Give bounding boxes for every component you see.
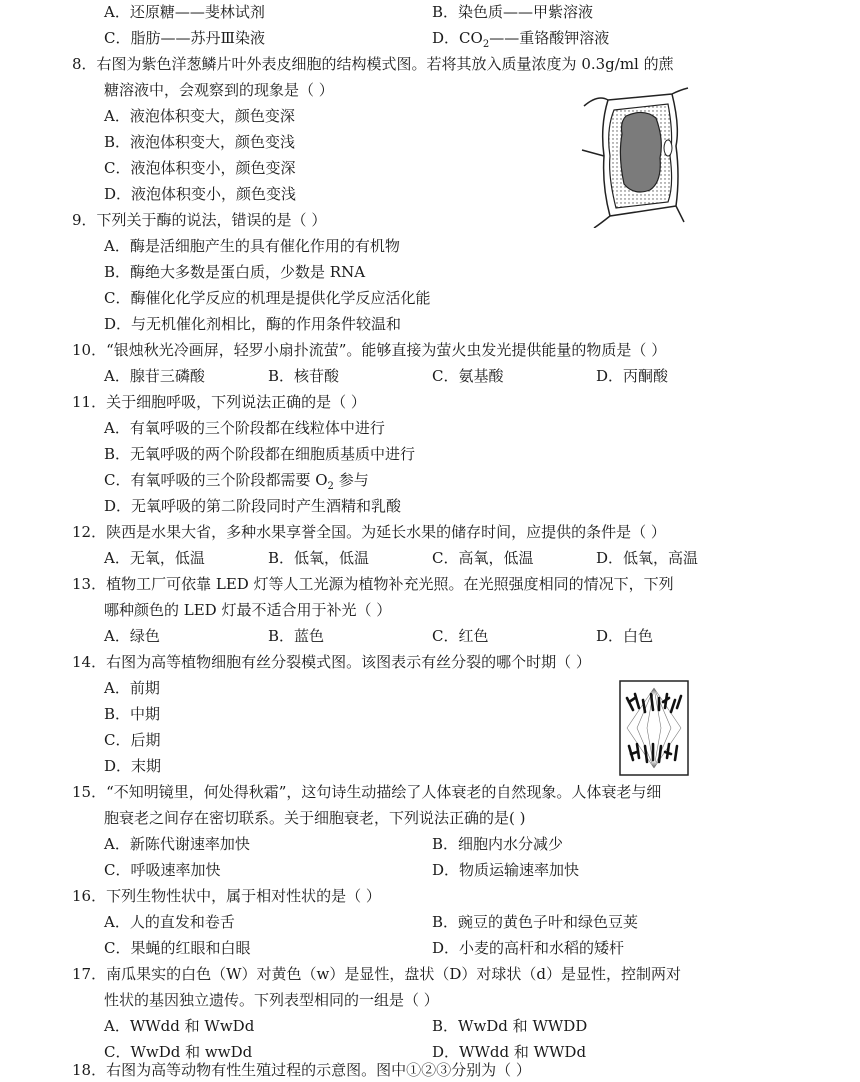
q15-stem-line2: 胞衰老之间存在密切联系。关于细胞衰老，下列说法正确的是( ) — [104, 809, 526, 827]
q17-stem-line2: 性状的基因独立遗传。下列表型相同的一组是（ ） — [104, 991, 439, 1009]
q16-stem: 16．下列生物性状中，属于相对性状的是（ ） — [72, 887, 381, 905]
q17-option-c: C．WwDd 和 wwDd — [104, 1043, 253, 1061]
q17-stem-line1: 17．南瓜果实的白色（W）对黄色（w）是显性，盘状（D）对球状（d）是显性，控制两对 — [72, 965, 681, 983]
q7-option-b: B．染色质——甲紫溶液 — [432, 3, 594, 21]
q17-option-a: A．WWdd 和 WwDd — [104, 1017, 255, 1035]
q16-option-d: D．小麦的高杆和水稻的矮杆 — [432, 939, 625, 957]
q18-stem: 18．右图为高等动物有性生殖过程的示意图。图中①②③分别为（ ） — [72, 1061, 531, 1079]
q17-option-b: B．WwDd 和 WWDD — [432, 1017, 588, 1035]
q13-option-b: B．蓝色 — [268, 627, 325, 645]
q11-option-d: D．无氧呼吸的第二阶段同时产生酒精和乳酸 — [104, 497, 402, 515]
q12-stem: 12．陕西是水果大省，多种水果享誉全国。为延长水果的储存时间，应提供的条件是（ ） — [72, 523, 666, 541]
q11-option-c: C．有氧呼吸的三个阶段都需要 $O_2$ 参与 — [104, 471, 369, 492]
q16-option-a: A．人的直发和卷舌 — [104, 913, 235, 931]
q13-stem-line1: 13．植物工厂可依靠 LED 灯等人工光源为植物补充光照。在光照强度相同的情况下，下列 — [72, 575, 674, 593]
q16-option-c: C．果蝇的红眼和白眼 — [104, 939, 251, 957]
q8-stem-line2: 糖溶液中，会观察到的现象是（ ） — [104, 81, 334, 99]
q11-option-b: B．无氧呼吸的两个阶段都在细胞质基质中进行 — [104, 445, 416, 463]
q15-stem-line1: 15．“不知明镜里，何处得秋霜”，这句诗生动描绘了人体衰老的自然现象。人体衰老与细 — [72, 783, 662, 801]
q9-stem: 9．下列关于酶的说法，错误的是（ ） — [72, 211, 327, 229]
q8-option-d: D．液泡体积变小，颜色变浅 — [104, 185, 297, 203]
q13-stem-line2: 哪种颜色的 LED 灯最不适合用于补光（ ） — [104, 601, 392, 619]
q10-option-a: A．腺苷三磷酸 — [104, 367, 205, 385]
q8-option-c: C．液泡体积变小，颜色变深 — [104, 159, 296, 177]
q10-option-c: C．氨基酸 — [432, 367, 504, 385]
q9-option-a: A．酶是活细胞产生的具有催化作用的有机物 — [104, 237, 400, 255]
q14-option-a: A．前期 — [104, 679, 160, 697]
q7-option-c: C．脂肪——苏丹Ⅲ染液 — [104, 29, 265, 47]
q13-option-a: A．绿色 — [104, 627, 160, 645]
q13-option-c: C．红色 — [432, 627, 489, 645]
q9-option-c: C．酶催化化学反应的机理是提供化学反应活化能 — [104, 289, 431, 307]
q14-stem: 14．右图为高等植物细胞有丝分裂模式图。该图表示有丝分裂的哪个时期（ ） — [72, 653, 591, 671]
q11-option-a: A．有氧呼吸的三个阶段都在线粒体中进行 — [104, 419, 385, 437]
q12-option-c: C．高氧，低温 — [432, 549, 534, 567]
q12-option-a: A．无氧，低温 — [104, 549, 205, 567]
q11-stem: 11．关于细胞呼吸，下列说法正确的是（ ） — [72, 393, 366, 411]
q13-option-d: D．白色 — [596, 627, 654, 645]
q8-option-b: B．液泡体积变大，颜色变浅 — [104, 133, 296, 151]
q7-option-d: D．$CO_2——$重铬酸钾溶液 — [432, 29, 610, 50]
q10-option-d: D．丙酮酸 — [596, 367, 669, 385]
q15-option-d: D．物质运输速率加快 — [432, 861, 580, 879]
q15-option-b: B．细胞内水分减少 — [432, 835, 564, 853]
q8-stem-line1: 8．右图为紫色洋葱鳞片叶外表皮细胞的结构模式图。若将其放入质量浓度为 0.3g/ml 的蔗 — [72, 55, 674, 73]
q17-option-d: D．WWdd 和 WWDd — [432, 1043, 587, 1061]
q12-option-d: D．低氧，高温 — [596, 549, 699, 567]
q9-option-d: D．与无机催化剂相比，酶的作用条件较温和 — [104, 315, 402, 333]
q14-option-c: C．后期 — [104, 731, 161, 749]
onion-cell-figure — [580, 86, 690, 228]
q9-option-b: B．酶绝大多数是蛋白质，少数是 RNA — [104, 263, 366, 281]
q15-option-c: C．呼吸速率加快 — [104, 861, 221, 879]
q14-option-b: B．中期 — [104, 705, 161, 723]
q14-option-d: D．末期 — [104, 757, 162, 775]
q12-option-b: B．低氧，低温 — [268, 549, 370, 567]
q16-option-b: B．豌豆的黄色子叶和绿色豆荚 — [432, 913, 639, 931]
mitosis-cell-figure — [619, 680, 689, 776]
q15-option-a: A．新陈代谢速率加快 — [104, 835, 250, 853]
q7-option-a: A．还原糖——斐林试剂 — [104, 3, 265, 21]
q8-option-a: A．液泡体积变大，颜色变深 — [104, 107, 295, 125]
q10-stem: 10．“银烛秋光冷画屏，轻罗小扇扑流萤”。能够直接为萤火虫发光提供能量的物质是（ ） — [72, 341, 667, 359]
q10-option-b: B．核苷酸 — [268, 367, 340, 385]
